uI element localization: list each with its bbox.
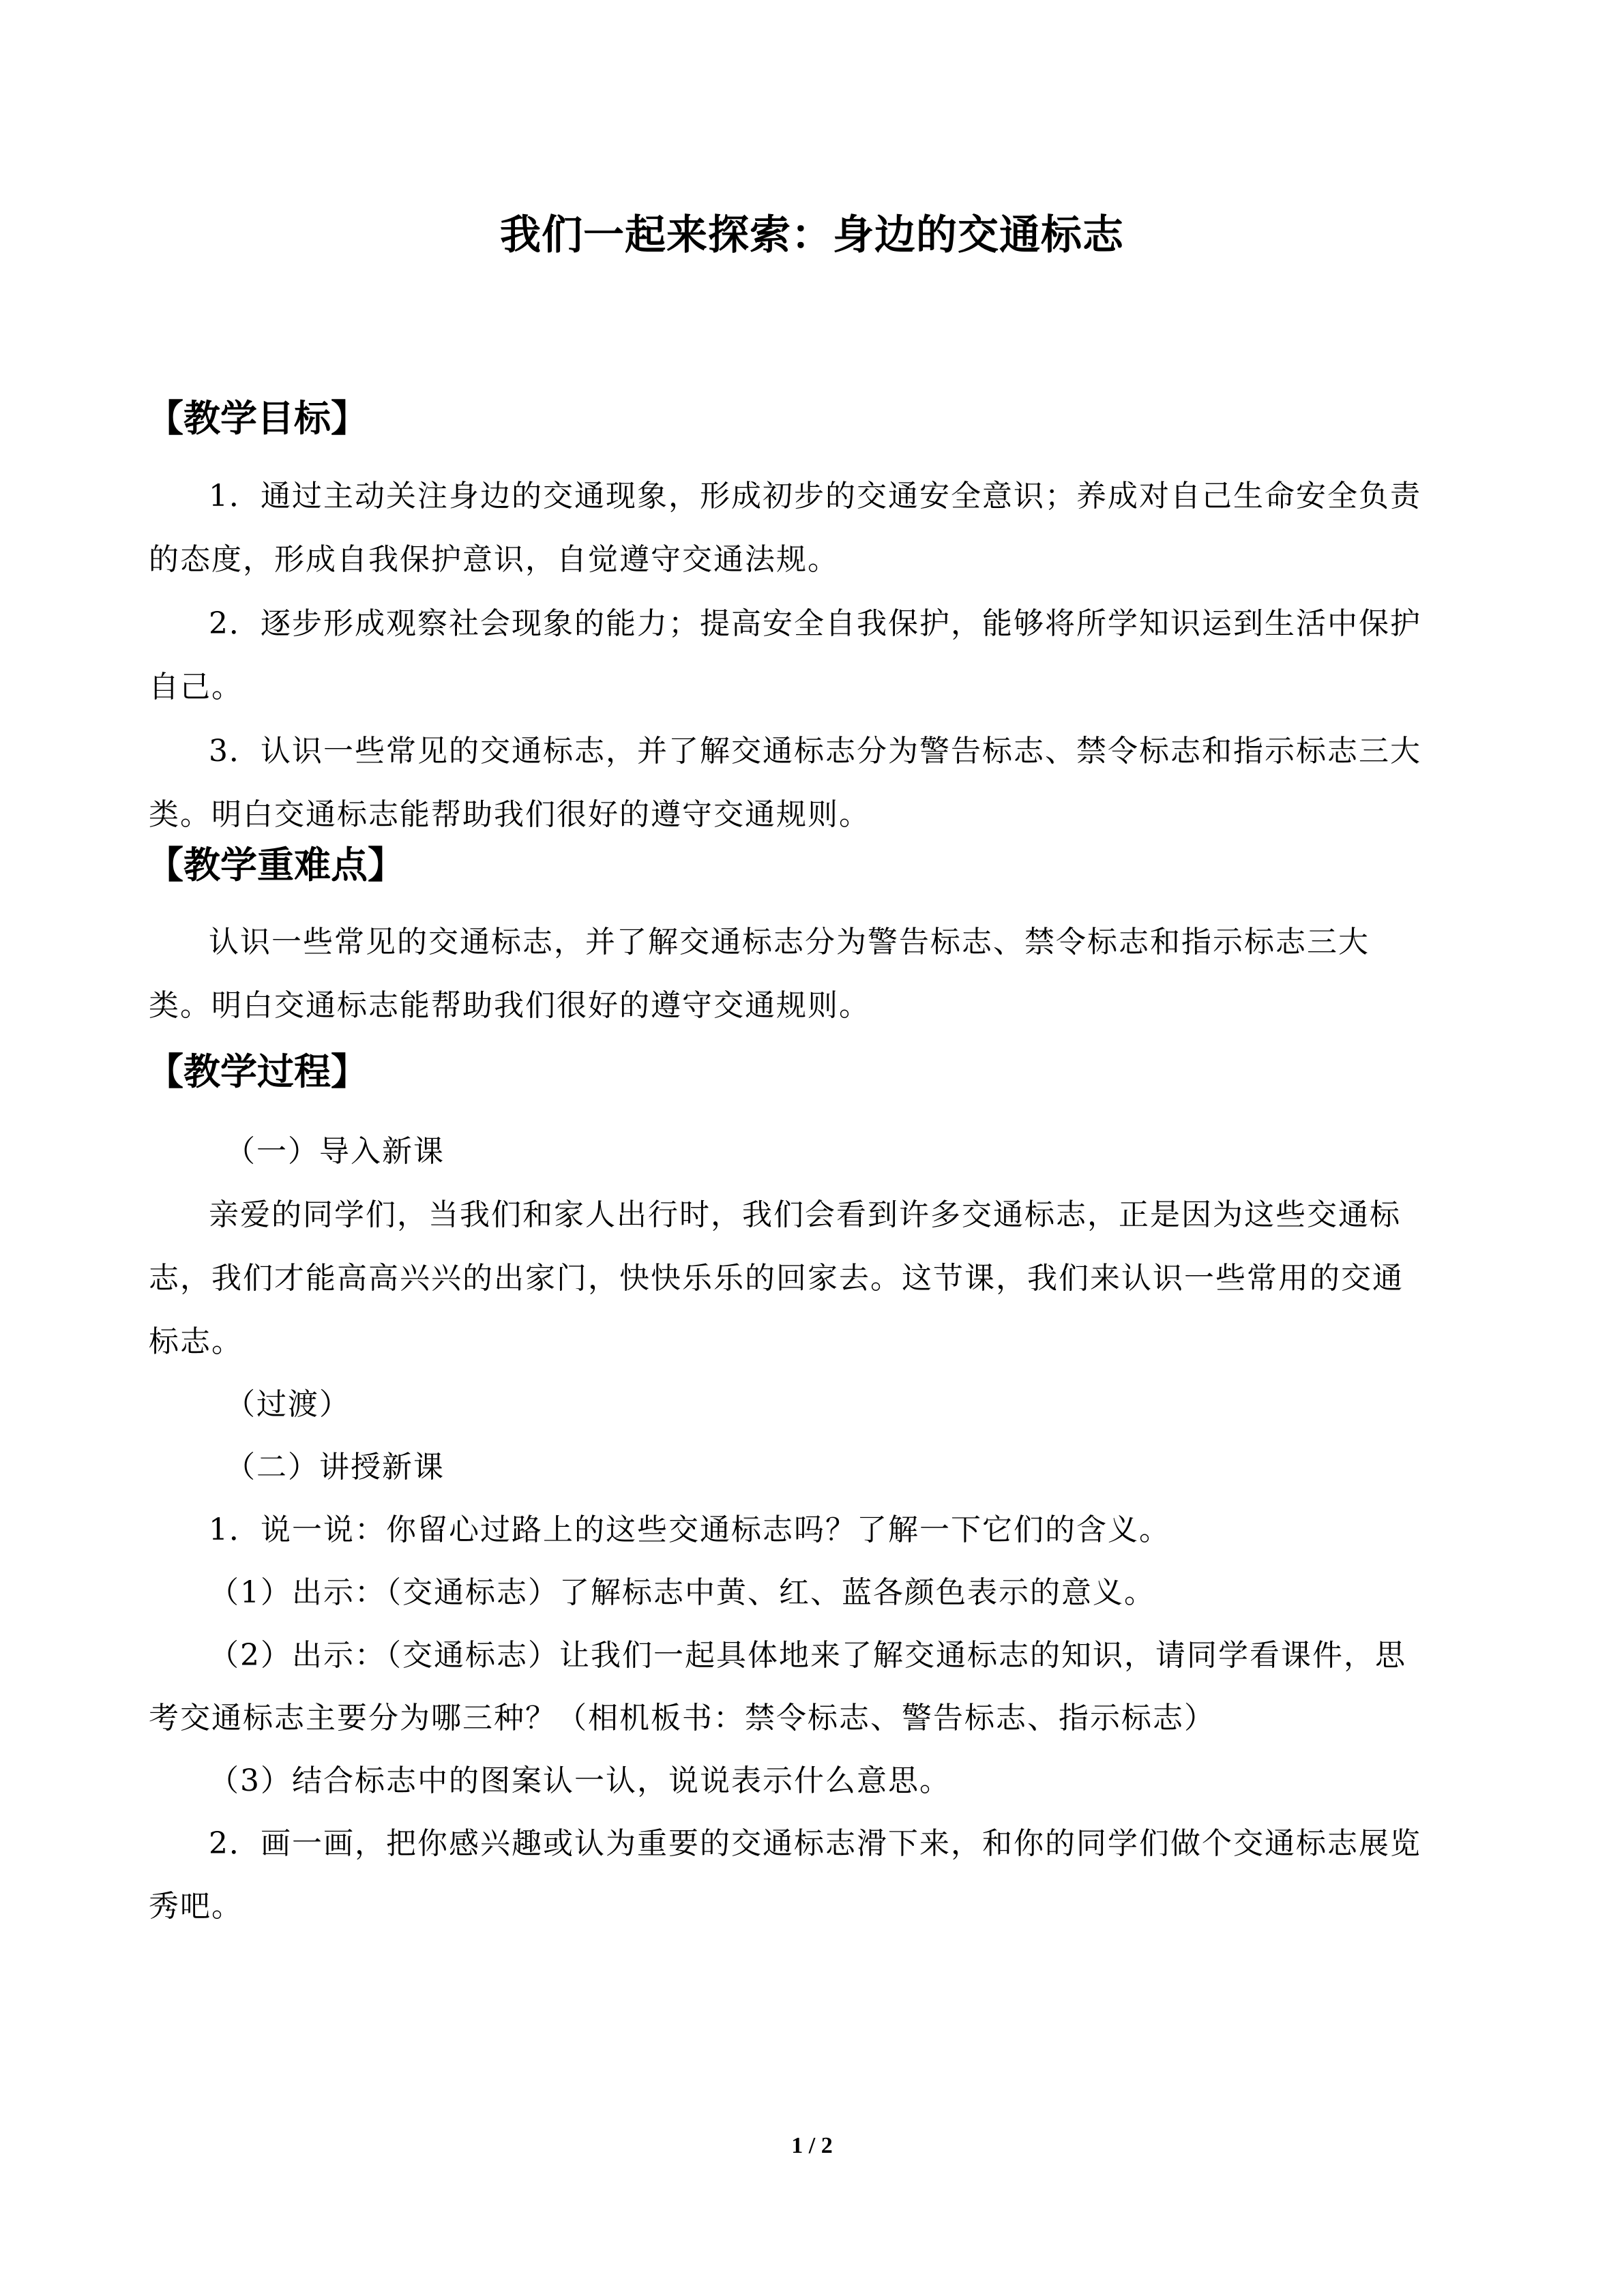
key-points-line-1: 认识一些常见的交通标志，并了解交通标志分为警告标志、禁令标志和指示标志三大 bbox=[209, 925, 1370, 959]
process-item-2-line-2: 秀吧。 bbox=[149, 1889, 243, 1924]
page-number: 1 / 2 bbox=[791, 2133, 833, 2158]
objective-3-line-1: 3．认识一些常见的交通标志，并了解交通标志分为警告标志、禁令标志和指示标志三大 bbox=[209, 734, 1421, 769]
process-item-2-line-1: 2．画一画，把你感兴趣或认为重要的交通标志滑下来，和你的同学们做个交通标志展览 bbox=[209, 1826, 1421, 1861]
section-heading-process: 【教学过程】 bbox=[147, 1050, 368, 1093]
process-part-1-title: （一）导入新课 bbox=[225, 1134, 445, 1169]
process-part-2-title: （二）讲授新课 bbox=[225, 1450, 445, 1485]
section-heading-objectives: 【教学目标】 bbox=[147, 397, 368, 440]
page-title: 我们一起来探索：身边的交通标志 bbox=[500, 211, 1124, 259]
intro-line-3: 标志。 bbox=[149, 1324, 243, 1359]
objective-1-line-2: 的态度，形成自我保护意识，自觉遵守交通法规。 bbox=[149, 542, 839, 577]
intro-line-2: 志，我们才能高高兴兴的出家门，快快乐乐的回家去。这节课，我们来认识一些常用的交通 bbox=[149, 1261, 1404, 1296]
objective-2-line-2: 自己。 bbox=[149, 670, 243, 704]
objective-2-line-1: 2．逐步形成观察社会现象的能力；提高安全自我保护，能够将所学知识运到生活中保护 bbox=[209, 606, 1421, 641]
objective-1-line-1: 1．通过主动关注身边的交通现象，形成初步的交通安全意识；养成对自己生命安全负责 bbox=[209, 479, 1421, 513]
process-item-1: 1．说一说：你留心过路上的这些交通标志吗？了解一下它们的含义。 bbox=[209, 1512, 1170, 1547]
objective-3-line-2: 类。明白交通标志能帮助我们很好的遵守交通规则。 bbox=[149, 797, 870, 832]
section-heading-key-points: 【教学重难点】 bbox=[147, 844, 404, 886]
process-item-1-2-line-1: （2）出示：（交通标志）让我们一起具体地来了解交通标志的知识，请同学看课件，思 bbox=[209, 1638, 1406, 1673]
process-item-1-2-line-2: 考交通标志主要分为哪三种？（相机板书：禁令标志、警告标志、指示标志） bbox=[149, 1701, 1215, 1735]
process-item-1-3: （3）结合标志中的图案认一认，说说表示什么意思。 bbox=[209, 1763, 951, 1798]
process-item-1-1: （1）出示：（交通标志）了解标志中黄、红、蓝各颜色表示的意义。 bbox=[209, 1575, 1155, 1610]
key-points-line-2: 类。明白交通标志能帮助我们很好的遵守交通规则。 bbox=[149, 988, 870, 1023]
intro-line-1: 亲爱的同学们，当我们和家人出行时，我们会看到许多交通标志，正是因为这些交通标 bbox=[209, 1197, 1401, 1232]
transition-note: （过渡） bbox=[225, 1387, 351, 1422]
